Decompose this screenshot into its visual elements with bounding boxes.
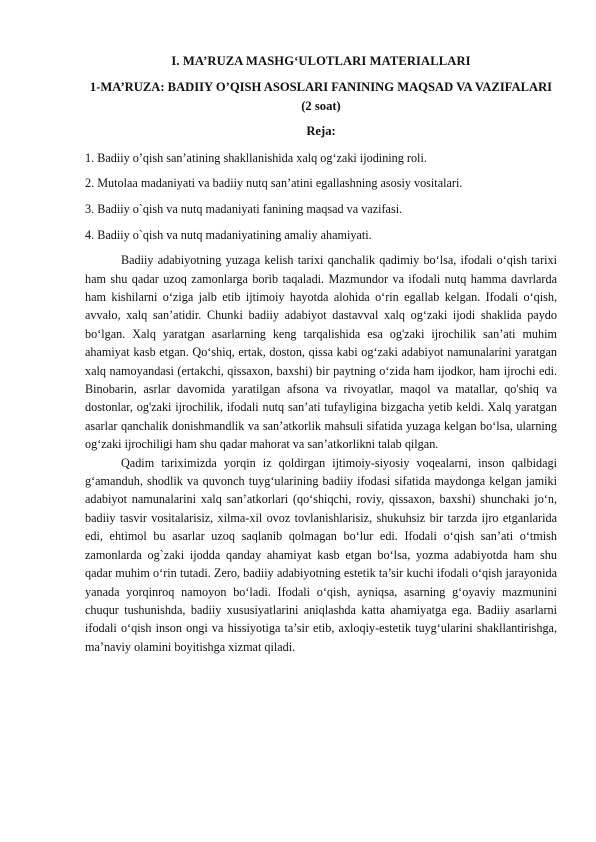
lecture-title: 1-MA’RUZA: BADIIY O’QISH ASOSLARI FANINING MAQSAD VA VAZIFALARI (2 soat) — [89, 80, 553, 114]
plan-item: 1. Badiiy o’qish san’atining shakllanishida xalq og‘zaki ijodining roli. — [85, 150, 427, 165]
body-paragraph: Qadim tariximizda yorqin iz qoldirgan ijtimoiy-siyosiy voqealarni, inson qalbidagi g‘amanduh, shodlik va quvonch tuyg‘ularining badiiy ifodasi sifatida maydonga kelgan jamiki adabiyot namunalarini xalq san’atkorlari (qo‘shiqchi, roviy, qissaxon, baxshi) shunchaki jo‘n, badiiy tasvir vositalarisiz, xilma-xil ovoz tovlanishlarisiz, shukuhsiz bir tarzda ijro etganlarida edi, ehtimol bu asarlar uzoq saqlanib qolmagan bo‘lur edi. Ifodali o‘qish san’ati o‘tmish zamonlarda og`zaki ijodda qanday ahamiyat kasb etgan bo‘lsa, yozma adabiyotda ham shu qadar muhim o‘rin tutadi. Zero, badiiy adabiyotning estetik ta’sir kuchi ifodali o‘qish jarayonida yanada yorqinroq namoyon bo‘ladi. Ifodali o‘qish, ayniqsa, asarning g‘oyaviy mazmunini chuqur tushunishda, badiiy xususiyatlarini aniqlashda katta ahamiyatga ega. Badiiy asarlarni ifodali o‘qish inson ongi va hissiyotiga ta’sir etib, axloqiy-estetik tuyg‘ularini shakllantirishga, ma’naviy olamini boyitishga xizmat qiladi. — [85, 455, 557, 654]
plan-item: 4. Badiiy o`qish va nutq madaniyatining amaliy ahamiyati. — [85, 227, 372, 242]
plan-label: Reja: — [306, 124, 336, 139]
body-paragraph: Badiiy adabiyotning yuzaga kelish tarixi qanchalik qadimiy bo‘lsa, ifodali o‘qish tarixi ham shu qadar uzoq zamonlarga borib taqaladi. Mazmundor va ifodali nutq hamma davrlarda ham kishilarni o‘ziga jalb etib ijtimoiy hayotda alohida o‘rin egallab kelgan. Ifodali o‘qish, avvalo, xalq san’atidir. Chunki badiiy adabiyot dastavval xalq og‘zaki ijodi shaklida paydo bo‘lgan. Xalq yaratgan asarlarning keng tarqalishida esa og'zaki ijrochilik san’ati muhim ahamiyat kasb etgan. Qo‘shiq, ertak, doston, qissa kabi og‘zaki adabiyot namunalarini yaratgan xalq namoyandasi (ertakchi, qissaxon, baxshi) bir paytning o‘zida ham ijodkor, ham ijrochi edi. Binobarin, asrlar davomida yaratilgan afsona va rivoyatlar, maqol va matallar, qo'shiq va dostonlar, og'zaki ijrochilik, ifodali nutq san’ati tufayligina bizgacha yetib keldi. Xalq yaratgan asarlar qanchalik donishmandlik va san’atkorlik mahsuli sifatida yuzaga kelgan bo‘lsa, ularning og‘zaki ijrochiligi ham shu qadar mahorat va san’atkorlikni talab qilgan. — [85, 253, 557, 452]
section-heading: I. MA’RUZA MASHG‘ULOTLARI MATERIALLARI — [171, 54, 471, 68]
document-page — [85, 52, 557, 656]
plan-item: 3. Badiiy o`qish va nutq madaniyati fanining maqsad va vazifasi. — [85, 202, 403, 216]
plan-item: 2. Mutolaa madaniyati va badiiy nutq san’atini egallashning asosiy vositalari. — [85, 176, 463, 191]
